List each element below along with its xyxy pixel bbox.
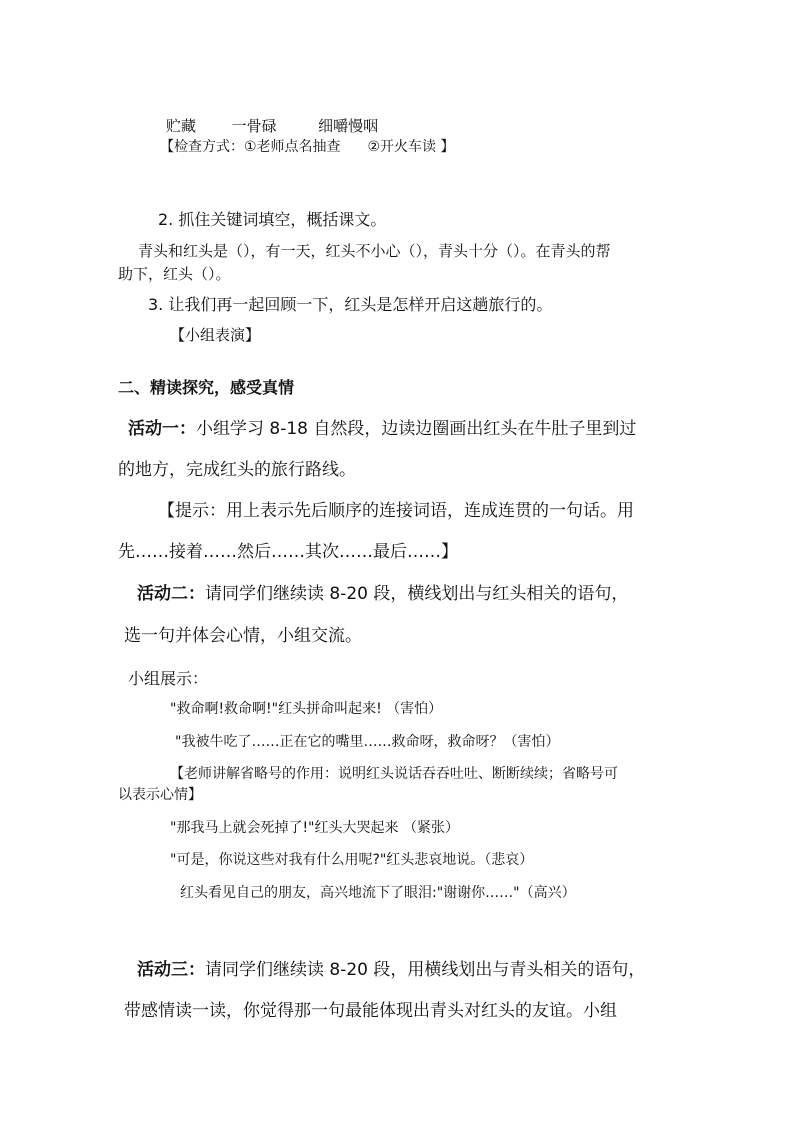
teacher-note-line-1: 【老师讲解省略号的作用：说明红头说话吞吞吐吐、断断续续；省略号可: [170, 766, 618, 782]
quote-4: "可是，你说这些对我有什么用呢?"红头悲哀地说。（悲哀）: [170, 852, 534, 868]
item-3-title: 3. 让我们再一起回顾一下，红头是怎样开启这趟旅行的。: [148, 295, 553, 314]
vocab-word-2: 一骨碌: [231, 117, 277, 135]
activity-1-line-1: 活动一：小组学习 8-18 自然段，边读边圈画出红头在牛肚子里到过: [128, 419, 637, 439]
hint-line-1: 【提示：用上表示先后顺序的连接词语，连成连贯的一句话。用: [158, 501, 634, 521]
item-2-blank-line-2: 助下，红头（）。: [118, 265, 231, 283]
vocab-word-1: 贮藏: [166, 117, 197, 135]
quote-5: 红头看见自己的朋友，高兴地流下了眼泪:"谢谢你……"（高兴）: [180, 885, 576, 901]
quote-2: "我被牛吃了……正在它的嘴里……救命呀，救命呀？（害怕）: [175, 734, 560, 750]
teacher-note-line-2: 以表示心情】: [118, 787, 202, 803]
hint-line-2: 先……接着……然后……其次……最后……】: [118, 542, 458, 562]
activity-2-label: 活动二：: [137, 584, 205, 604]
item-2-title: 2. 抓住关键词填空，概括课文。: [158, 210, 387, 229]
activity-1-label: 活动一：: [128, 419, 196, 439]
vocab-line: [166, 119, 378, 134]
activity-2-line-2: 选一句并体会心情，小组交流。: [124, 626, 362, 646]
activity-3-line-2: 带感情读一读，你觉得那一句最能体现出青头对红头的友谊。小组: [124, 1001, 617, 1021]
vocab-word-3: 细嚼慢咽: [318, 117, 379, 135]
activity-1-line-2: 的地方，完成红头的旅行路线。: [118, 460, 356, 480]
group-show-title: 小组展示：: [128, 669, 209, 688]
section-2-heading: 二、精读探究，感受真情: [118, 378, 295, 397]
quote-1: "救命啊!救命啊!"红头拼命叫起来! （害怕）: [170, 701, 443, 717]
activity-3-line-1: 活动三：请同学们继续读 8-20 段，用横线划出与青头相关的语句，: [137, 960, 646, 980]
quote-3: "那我马上就会死掉了!"红头大哭起来 （紧张）: [170, 820, 459, 836]
group-perform-note: 【小组表演】: [170, 326, 261, 344]
item-2-blank-line-1: 青头和红头是（），有一天，红头不小心（），青头十分（）。在青头的帮: [138, 242, 611, 260]
activity-2-line-1: 活动二：请同学们继续读 8-20 段，横线划出与红头相关的语句，: [137, 584, 629, 604]
check-method: 【检查方式：①老师点名抽查 ②开火车读 】: [160, 139, 455, 155]
activity-3-label: 活动三：: [137, 960, 205, 980]
